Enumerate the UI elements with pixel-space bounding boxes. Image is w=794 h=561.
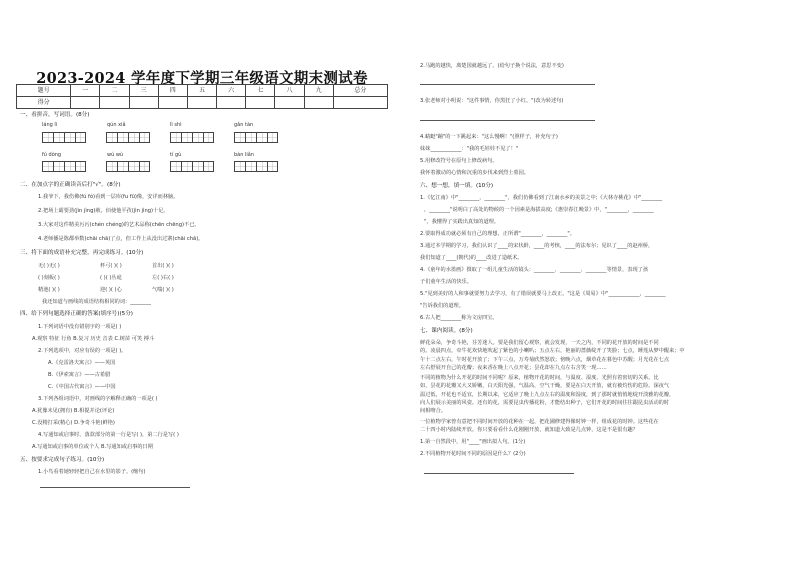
sentence-task: 妹妹____________："我的毛娃娃不见了！" <box>420 146 519 152</box>
pinyin-label: wú wù <box>107 152 124 158</box>
question-line: 4.老师播是陈都举数(chāi chā)了点，但工作上从没出过寨(chāi chā)。 <box>38 236 204 242</box>
writing-grid[interactable] <box>42 161 86 172</box>
paragraph-line: 二十四小时内陆续开放。你只要看看什么花刚刚开放，就知道大致是几点钟，这是不是很有趣？ <box>420 427 638 434</box>
score-table-score-row <box>17 97 388 109</box>
pinyin-label: qún xiǎ <box>107 122 126 128</box>
fill-line: 3.通过本学期的学习，我们认识了____的宋状龄，____的考核，____的法布尔；见识了____的赵州桥， <box>420 243 654 249</box>
choice-line: 3.下列各组词语中，对画线的字解释正确的一项是( ) <box>38 396 158 402</box>
score-table-cell: 九 <box>304 85 333 97</box>
writing-grid[interactable] <box>170 161 214 172</box>
pinyin-label: gǎn tàn <box>234 122 254 128</box>
section-5-title: 五、按要求完成句子练习。(10分) <box>20 457 105 463</box>
answer-line[interactable] <box>40 487 190 488</box>
choice-line: C.《中国古代寓言》——中国 <box>48 384 116 390</box>
reading-question: 2.不同植物开花时间不同的原因是什么？(2分) <box>420 451 526 457</box>
answer-line[interactable] <box>420 84 595 85</box>
fill-line: 5."见到美好的人和事就要努力去学习，有了错误就要马上改正。"这是《周易》中"____________，________ <box>420 291 666 297</box>
score-input-cell[interactable] <box>333 97 387 109</box>
section-7-title: 七、课内阅读。(8分) <box>420 328 473 334</box>
section-3-title: 三、将下面的成语补充完整，再完成练习。(10分) <box>20 250 144 256</box>
section-2-title: 二、在加点字的正确读音后打"√"。(8分) <box>20 182 121 188</box>
score-input-cell[interactable] <box>304 97 333 109</box>
paragraph-line: 一位植物学家曾有意把不同时间开放的花种在一起，把花圃修建得像时钟一样，组成花的时钟。这些花在 <box>420 419 659 425</box>
choice-line: C.没精打采(精心) D.争奇斗艳(鲜艳) <box>32 420 115 426</box>
score-input-cell[interactable] <box>100 97 129 109</box>
section-1-title: 一、看拼音，写词语。(8分) <box>20 112 90 118</box>
idiom-blank[interactable]: 无( )无( ) <box>38 263 60 269</box>
score-table-cell: 七 <box>246 85 275 97</box>
idiom-blank[interactable]: 迎( )( )心 <box>100 287 122 293</box>
score-table-cell: 得分 <box>17 97 71 109</box>
paragraph-line: 向人们展示美丽的风姿。还有的花，需要昆虫传播花粉，才能结出种子，它们开花的时间往往跟昆虫活动的时 <box>420 399 670 406</box>
choice-line: A.写通知或启事的单位或个人 B.写通知或启事的日期 <box>32 444 153 450</box>
score-table-cell: 二 <box>100 85 129 97</box>
answer-line[interactable] <box>424 473 574 474</box>
fill-line: ，________"说明白了高处的物候的一个因素是海拔高度;《惠崇春江晚景》中，"________，________ <box>424 207 654 213</box>
score-input-cell[interactable] <box>158 97 187 109</box>
score-input-cell[interactable] <box>187 97 216 109</box>
sentence-task: 2.马跑的越快，离楚国就越远了。(给句子换个说法，意思不变) <box>420 63 564 69</box>
score-table-cell: 四 <box>158 85 187 97</box>
score-input-cell[interactable] <box>246 97 275 109</box>
score-table-cell: 总分 <box>333 85 387 97</box>
answer-line[interactable] <box>420 120 595 121</box>
reading-paragraph-2 <box>420 374 674 415</box>
pinyin-label: lì shì <box>170 122 182 128</box>
reading-paragraph-1 <box>420 339 685 372</box>
paragraph-line: 左右舒展开自己的花瓣；夜来香在晚上八点开花；昙花却在九点左右含笑一现…… <box>420 364 607 371</box>
choice-line: 4.写通知或启事时，落款部分的第一行是写( )，第二行是写( ) <box>38 432 179 438</box>
reading-question: 1.第一自然段中，用"____"画出拟人句。(1分) <box>420 439 526 445</box>
idiom-note: 我还知道与画线的成语结构相同的词：________ <box>42 299 151 305</box>
writing-grid[interactable] <box>42 132 86 143</box>
score-table <box>16 84 388 109</box>
paragraph-line: 如，昙花的花瓣又大又娇嫩，白天阳光强，气温高，空气干燥，要是在白天开放，就有被灼伤的危险。深夜气 <box>420 383 670 390</box>
question-line: 3.大家对这件精美污污(chén chéng)的艺术品称(chēn chēng)不已。 <box>38 222 200 228</box>
writing-grid[interactable] <box>170 132 214 143</box>
paragraph-line: 温过低，开花也不适宜，长期以来，它适应了晚上九点左右的温度和湿度，到了那时就悄悄地绽开淡雅的花瓣， <box>420 391 675 398</box>
question-line: 2.把场上霸要劲(jìn jìng)赦，佰使他平孜(jìn jìng)十足。 <box>38 208 169 214</box>
score-table-cell: 八 <box>275 85 304 97</box>
choice-line: A.观察 特征 行鱼 B.复习 历史 音表 C.树苗 可笑 搏斗 <box>32 336 155 342</box>
exam-title: 2023-2024 学年度下学期三年级语文期末测试卷 <box>36 70 368 87</box>
writing-grid[interactable] <box>234 161 278 172</box>
sentence-task: 4.蜻蜓"蹦"的一下跳起来："这么慢啊！"(照样子，补充句子) <box>420 134 558 140</box>
fill-line: 6.古人把________称为文房四宝。 <box>420 315 498 321</box>
idiom-blank[interactable]: 杯弓( )( ) <box>100 263 122 269</box>
choice-line: 1.下列词语中没有错别字的一项是( ) <box>38 324 122 330</box>
choice-line: B.《伊索寓言》——古希腊 <box>48 372 111 378</box>
reading-paragraph-3 <box>420 418 659 435</box>
fill-line: 我们知道了____(朝代)的____改进了造纸术。 <box>420 255 523 261</box>
paragraph-line: 鲜花朵朵，争奇斗艳，芬芳迷人。要是我们留心观察，就会发现，一天之内，不同的花开放的时间是不同 <box>420 340 659 346</box>
score-input-cell[interactable] <box>71 97 100 109</box>
paragraph-line: 不同的植物为什么开花的时间不同呢？原来，植物开花的时间，与温度、湿度、光照有着密切的关系。比 <box>420 375 659 381</box>
sentence-task: 1.小鸟看着她轻轻把自己在水里的影子。(缩句) <box>38 469 146 475</box>
paragraph-line: 午十二点左右，午时花开放了；下午三点，万寿菊欣然怒放；傍晚六点，烟草花在暮色中苏醒；月光花在七点 <box>420 356 670 363</box>
score-table-cell: 六 <box>217 85 246 97</box>
score-table-cell: 五 <box>187 85 216 97</box>
score-table-cell: 一 <box>71 85 100 97</box>
idiom-blank[interactable]: 气喘( )( ) <box>152 287 174 293</box>
paragraph-line: 的。凌晨四点，牵牛花欢快地吹起了紫色的小喇叭；五点左右，艳丽的蔷薇绽开了笑脸；七点，睡莲从梦中醒来；中 <box>420 348 685 355</box>
idiom-blank[interactable]: 左( )右( ) <box>152 275 174 281</box>
score-input-cell[interactable] <box>217 97 246 109</box>
fill-line: "告诉我们的道理。 <box>420 303 464 309</box>
idiom-blank[interactable]: 首出( )( ) <box>152 263 174 269</box>
idiom-blank[interactable]: 精池( )( ) <box>38 287 60 293</box>
fill-line: 子们童年生活的快乐。 <box>420 279 472 285</box>
idiom-blank[interactable]: ( )( )丛诡 <box>100 275 122 281</box>
choice-line: A.犹豫未见(拥有) B.相提并论(评论) <box>32 408 115 414</box>
score-input-cell[interactable] <box>275 97 304 109</box>
score-table-header-row <box>17 85 388 97</box>
score-table-cell: 三 <box>129 85 158 97</box>
sentence-task: 5.用修改符号在原句上修改病句。 <box>420 158 498 164</box>
sentence-task: 3.张老师对小明说："这件事情，你黑狂了小红。"(改为转述句) <box>420 98 564 104</box>
section-4-title: 四、给下列句题选择正确的答案(填序号)(5分) <box>20 311 133 317</box>
section-6-title: 六、想一想，填一填。(10分) <box>420 183 494 189</box>
choice-line: A.《克雷洛夫寓言》——英国 <box>48 360 116 366</box>
paragraph-line: 间相吻合。 <box>420 408 446 415</box>
score-input-cell[interactable] <box>129 97 158 109</box>
fill-line: "，我懂得了实践出真知的道理。 <box>424 219 500 225</box>
pinyin-label: bàn liǎn <box>234 152 255 158</box>
choice-line: 2.下列选项中，对应有误的一项是( )。 <box>38 348 127 354</box>
writing-grid[interactable] <box>106 161 150 172</box>
fill-line: 2.要取得成功就必须有自己的理想，正所谓"________，________"。 <box>420 231 575 237</box>
sentence-task: 我怀着激动的心情和沉重的步伐来到烈士墓园。 <box>420 170 529 176</box>
idiom-blank[interactable]: ( )刻板( ) <box>38 275 60 281</box>
score-table-cell: 题号 <box>17 85 71 97</box>
fill-line: 4.《童年的水墨画》摄取了一组儿童生活的镜头：________、________、________等情景，表现了孩 <box>420 267 649 273</box>
pinyin-label: láng lì <box>42 122 58 128</box>
fill-line: 1.《忆江南》中"________，________"，我们仿佛看到了江南水乡的美景之中;《大林寺桃花》中"________ <box>420 195 663 201</box>
pinyin-label: tí gù <box>170 152 182 158</box>
writing-grid[interactable] <box>106 132 150 143</box>
writing-grid[interactable] <box>234 132 278 143</box>
pinyin-label: fú dòng <box>42 152 62 158</box>
question-line: 1.我爷下，我伤佛(fú fó)看到一层库(fu fū)像，安详而林脑。 <box>38 194 179 200</box>
